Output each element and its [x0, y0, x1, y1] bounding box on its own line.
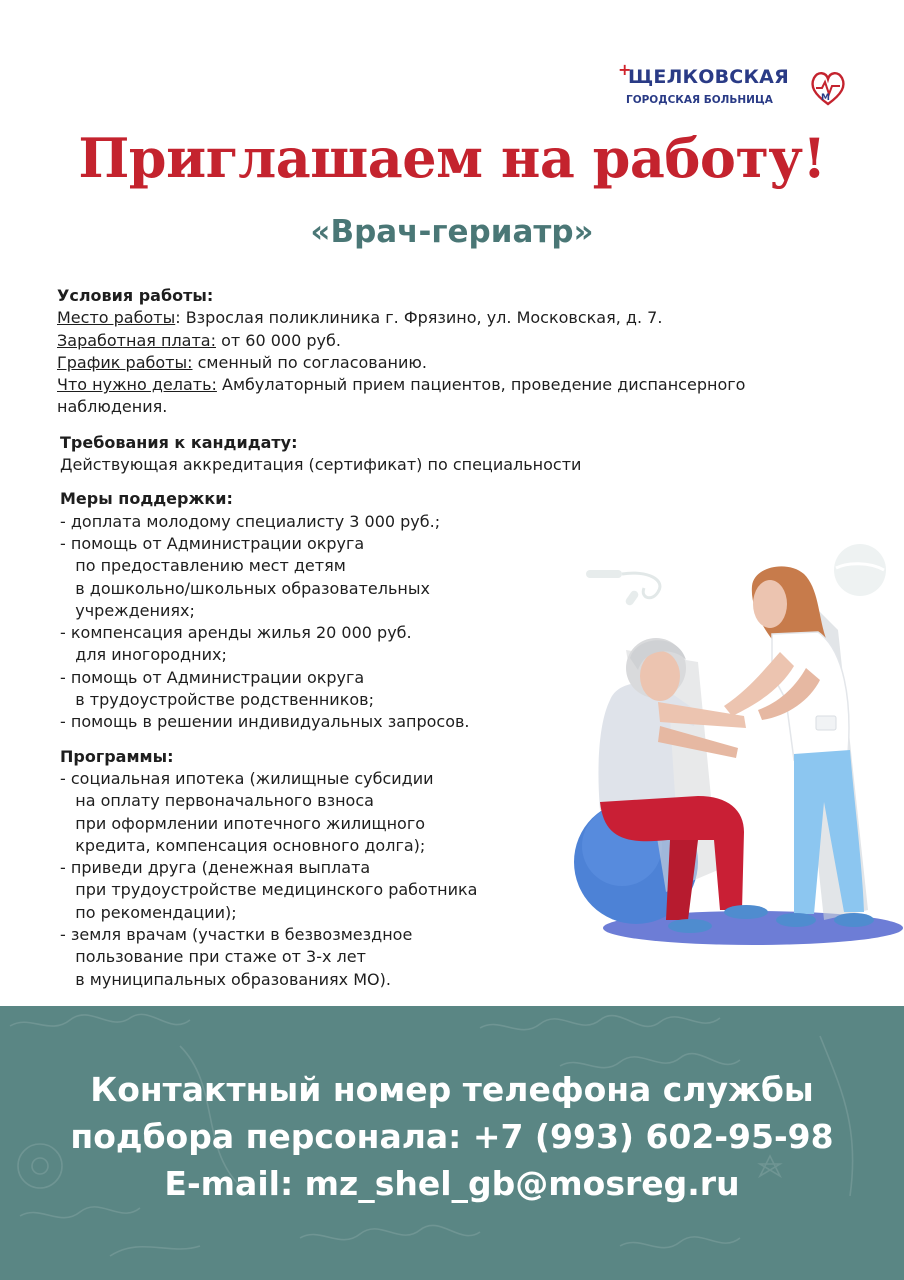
program-line: в муниципальных образованиях МО). [60, 969, 391, 989]
duties-value: Амбулаторный прием пациентов, проведение диспансерного [216, 375, 746, 395]
schedule-label: График работы: [57, 352, 193, 372]
duties-label: Что нужно делать: [57, 375, 217, 395]
logo-line-2: ГОРОДСКАЯ БОЛЬНИЦА [626, 94, 773, 106]
contact-email[interactable]: E-mail: mz_shel_gb@mosreg.ru [164, 1164, 740, 1203]
support-line: для иногородних; [60, 645, 227, 665]
schedule-value: сменный по согласованию. [192, 352, 427, 372]
contact-phone[interactable]: подбора персонала: +7 (993) 602-95-98 [70, 1117, 834, 1156]
logo-line-1: ЩЕЛКОВСКАЯ [628, 66, 789, 88]
program-line: - приведи друга (денежная выплата [60, 858, 371, 878]
support-line: по предоставлению мест детям [60, 556, 346, 576]
duties-value-continued: наблюдения. [57, 397, 168, 417]
support-line: - компенсация аренды жилья 20 000 руб. [60, 623, 412, 643]
heart-stethoscope-icon [808, 66, 848, 110]
program-line: - социальная ипотека (жилищные субсидии [60, 768, 434, 788]
vacancy-title: «Врач-гериатр» [310, 214, 594, 250]
program-line: - земля врачам (участки в безвозмездное [60, 925, 413, 945]
conditions-section [57, 285, 847, 419]
support-heading: Меры поддержки: [60, 489, 233, 509]
support-line: - помощь от Администрации округа [60, 533, 365, 553]
page-title: Приглашаем на работу! [78, 126, 826, 190]
requirements-text: Действующая аккредитация (сертификат) по специальности [60, 455, 582, 475]
conditions-heading: Условия работы: [57, 286, 214, 305]
contact-info [0, 1066, 904, 1207]
support-line: в дошкольно/школьных образовательных [60, 578, 430, 598]
requirements-heading: Требования к кандидату: [60, 432, 298, 452]
place-label: Место работы [57, 308, 176, 328]
contact-footer [0, 1006, 904, 1280]
support-line: в трудоустройстве родственников; [60, 690, 374, 710]
requirements-section [60, 432, 847, 477]
patient-face [640, 651, 680, 701]
program-line: кредита, компенсация основного долга); [60, 835, 426, 855]
support-line: - доплата молодому специалисту 3 000 руб.; [60, 511, 441, 531]
program-line: при оформлении ипотечного жилищного [60, 813, 426, 833]
program-line: на оплату первоначального взноса [60, 791, 374, 811]
program-line: по рекомендации); [60, 902, 237, 922]
doctor-face [753, 580, 787, 628]
place-value: : Взрослая поликлиника г. Фрязино, ул. Московская, д. 7. [175, 308, 663, 328]
program-line: при трудоустройстве медицинского работника [60, 880, 478, 900]
support-line: - помощь в решении индивидуальных запросов. [60, 712, 470, 732]
medical-cross-icon: + [618, 60, 632, 79]
salary-label: Заработная плата: [57, 330, 216, 350]
salary-value: от 60 000 руб. [215, 330, 341, 350]
doctor-patient-illustration [548, 540, 904, 950]
support-line: - помощь от Администрации округа [60, 667, 365, 687]
program-line: пользование при стаже от 3-х лет [60, 947, 366, 967]
programs-heading: Программы: [60, 746, 174, 766]
jump-rope-handle-icon [586, 570, 622, 578]
svg-text:М: М [821, 93, 830, 103]
contact-line-1: Контактный номер телефона службы [90, 1070, 814, 1109]
support-line: учреждениях; [60, 600, 195, 620]
hospital-logo [618, 60, 858, 116]
ball-icon [834, 544, 886, 596]
